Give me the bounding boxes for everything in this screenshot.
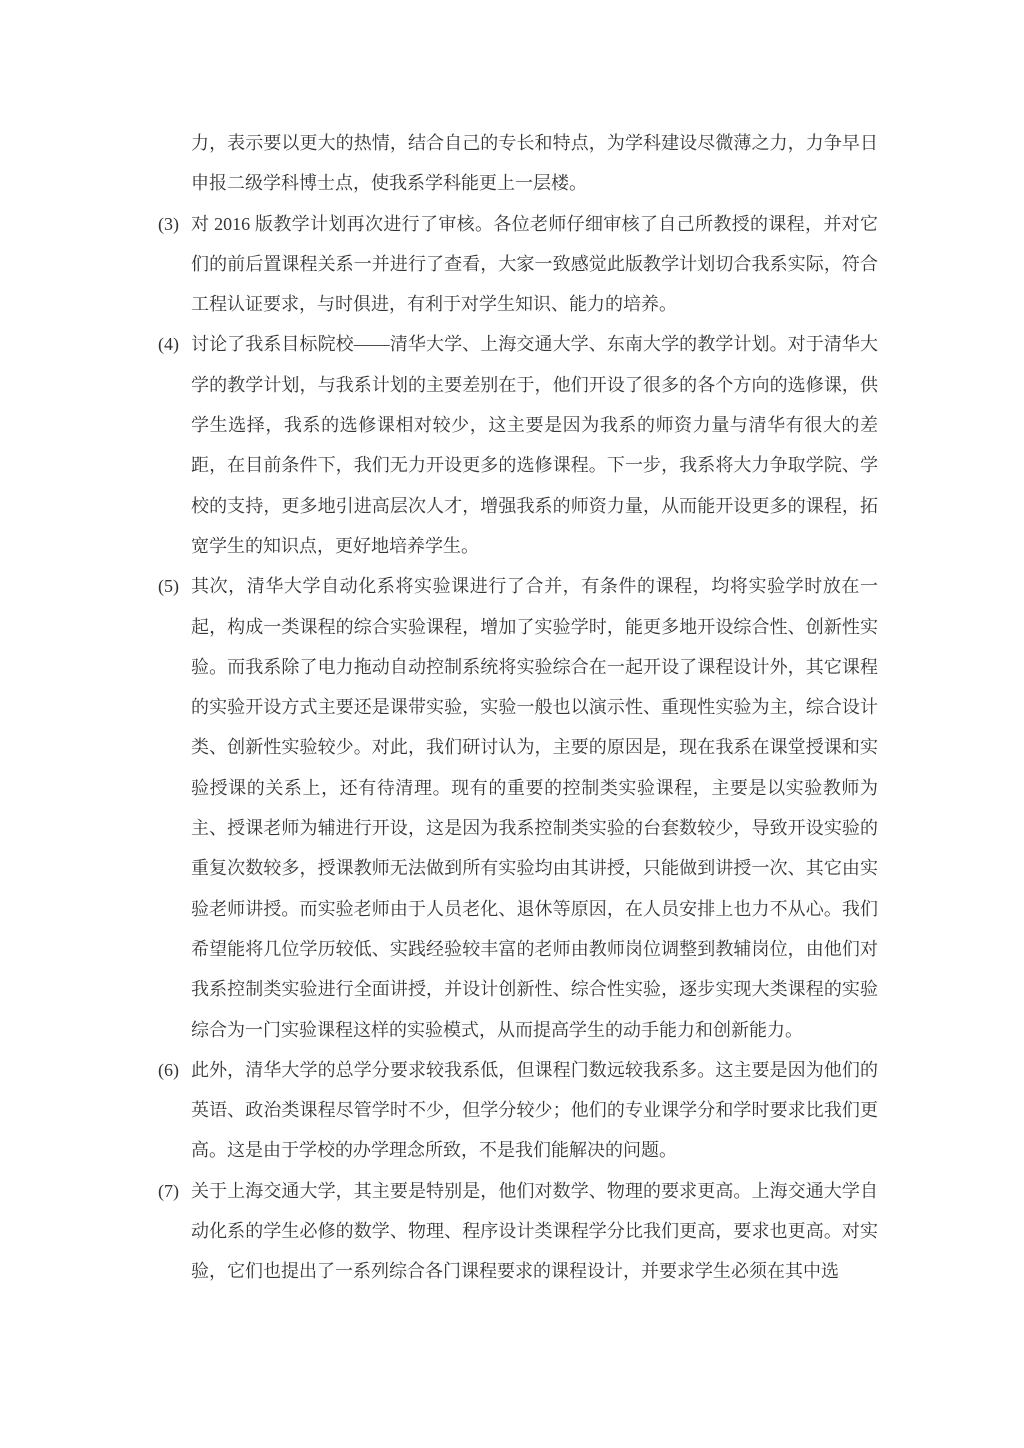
list-item-number: (5) — [158, 576, 179, 597]
list-item-number: (6) — [158, 1059, 179, 1080]
paragraph-text: 讨论了我系目标院校——清华大学、上海交通大学、东南大学的教学计划。对于清华大学的教学计划，与我系计划的主要差别在于，他们开设了很多的各个方向的选修课，供学生选择，我系的选修课相对较少，这主要是因为我系的师资力量与清华有很大的差距，在目前条件下，我们无力开设更多的选修课程。下一步，我系将大力争取学院、学校的支持，更多地引进高层次人才，增强我系的师资力量，从而能开设更多的课程，拓宽学生的知识点，更好地培养学生。 — [191, 334, 878, 556]
paragraph-text: 其次，清华大学自动化系将实验课进行了合并，有条件的课程，均将实验学时放在一起，构成一类课程的综合实验课程，增加了实验学时，能更多地开设综合性、创新性实验。而我系除了电力拖动自动控制系统将实验综合在一起开设了课程设计外，其它课程的实验开设方式主要还是课带实验，实验一般也以演示性、重现性实验为主，综合设计类、创新性实验较少。对此，我们研讨认为，主要的原因是，现在我系在课堂授课和实验授课的关系上，还有待清理。现有的重要的控制类实验课程，主要是以实验教师为主、授课老师为辅进行开设，这是因为我系控制类实验的台套数较少，导致开设实验的重复次数较多，授课教师无法做到所有实验均由其讲授，只能做到讲授一次、其它由实验老师讲授。而实验老师由于人员老化、退休等原因，在人员安排上也力不从心。我们希望能将几位学历较低、实践经验较丰富的老师由教师岗位调整到教辅岗位，由他们对我系控制类实验进行全面讲授，并设计创新性、综合性实验，逐步实现大类课程的实验综合为一门实验课程这样的实验模式，从而提高学生的动手能力和创新能力。 — [191, 576, 878, 1040]
paragraph — [158, 1171, 878, 1292]
paragraph — [158, 566, 878, 1050]
paragraph — [158, 1050, 878, 1171]
list-item-number: (3) — [158, 213, 179, 234]
paragraph — [158, 324, 878, 566]
document-body — [158, 123, 878, 1292]
paragraph-text: 此外，清华大学的总学分要求较我系低，但课程门数远较我系多。这主要是因为他们的英语、政治类课程尽管学时不少，但学分较少；他们的专业课学分和学时要求比我们更高。这是由于学校的办学理念所致，不是我们能解决的问题。 — [191, 1059, 878, 1161]
paragraph-text: 关于上海交通大学，其主要是特别是，他们对数学、物理的要求更高。上海交通大学自动化系的学生必修的数学、物理、程序设计类课程学分比我们更高，要求也更高。对实验，它们也提出了一系列综合各门课程要求的课程设计，并要求学生必须在其中选 — [191, 1180, 878, 1282]
paragraph — [158, 204, 878, 325]
paragraph-text: 力，表示要以更大的热情，结合自己的专长和特点，为学科建设尽微薄之力，力争早日申报二级学科博士点，使我系学科能更上一层楼。 — [191, 133, 878, 194]
paragraph — [158, 123, 878, 204]
list-item-number: (4) — [158, 334, 179, 355]
paragraph-text: 对 2016 版教学计划再次进行了审核。各位老师仔细审核了自己所教授的课程，并对它们的前后置课程关系一并进行了查看，大家一致感觉此版教学计划切合我系实际，符合工程认证要求，与时俱进，有利于对学生知识、能力的培养。 — [191, 213, 878, 315]
list-item-number: (7) — [158, 1180, 179, 1201]
